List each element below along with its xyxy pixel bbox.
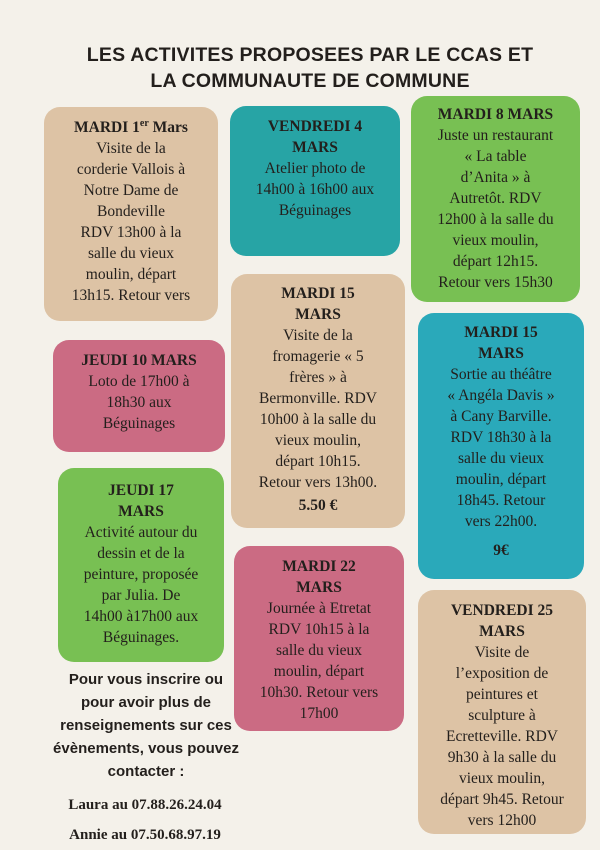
card-heading: VENDREDI 4 MARS — [267, 118, 363, 156]
card-heading: MARDI 22 MARS — [282, 558, 356, 596]
price-label: 5.50 € — [298, 497, 338, 514]
card-heading: MARDI 1er Mars — [74, 117, 188, 136]
card-text: Loto de 17h00 à 18h30 aux Béguinages — [88, 373, 190, 432]
price-label: 9€ — [493, 542, 509, 559]
card-mardi-8-mars — [411, 96, 580, 302]
card-mardi-15-mars-theatre — [418, 313, 584, 579]
card-vendredi-25-mars — [418, 590, 586, 834]
card-jeudi-10-mars — [53, 340, 225, 452]
contact-laura: Laura au 07.88.26.24.04 — [68, 797, 222, 813]
contact-annie: Annie au 07.50.68.97.19 — [69, 827, 221, 843]
card-mardi-15-mars-fromagerie — [231, 274, 405, 528]
card-text: Juste un restaurant « La table d’Anita » à Autretôt. RDV 12h00 à la salle du vieux moulin, départ 12h15. Retour vers 15h30 — [437, 127, 554, 291]
title-line-1: LES ACTIVITES PROPOSEES PAR LE CCAS ET — [86, 44, 534, 66]
card-text: Sortie au théâtre « Angéla Davis » à Cany Barville. RDV 18h30 à la salle du vieux moulin, départ 18h45. Retour vers 22h00. — [447, 366, 555, 530]
card-vendredi-4-mars — [230, 106, 400, 256]
card-mardi-1-mars — [44, 107, 218, 321]
page-title — [40, 42, 580, 94]
card-jeudi-17-mars — [58, 468, 224, 662]
card-text: Visite de la fromagerie « 5 frères » à Bermonville. RDV 10h00 à la salle du vieux moulin, départ 10h15. Retour vers 13h00. — [258, 327, 378, 491]
card-mardi-22-mars — [234, 546, 404, 731]
card-heading: MARDI 15 MARS — [281, 285, 355, 323]
card-text: Visite de la corderie Vallois à Notre Dame de Bondeville RDV 13h00 à la salle du vieux moulin, départ 13h15. Retour vers — [71, 140, 191, 304]
card-heading: MARDI 15 MARS — [464, 324, 538, 362]
card-text: Activité autour du dessin et de la peinture, proposée par Julia. De 14h00 à17h00 aux Béguinages. — [83, 524, 199, 646]
card-text: Atelier photo de 14h00 à 16h00 aux Béguinages — [255, 160, 375, 219]
card-heading: VENDREDI 25 MARS — [450, 602, 554, 640]
card-text: Journée à Etretat RDV 10h15 à la salle du vieux moulin, départ 10h30. Retour vers 17h00 — [259, 600, 379, 722]
title-line-2: LA COMMUNAUTE DE COMMUNE — [150, 70, 470, 92]
card-heading: JEUDI 10 MARS — [81, 352, 197, 369]
card-heading: MARDI 8 MARS — [437, 106, 554, 123]
card-heading: JEUDI 17 MARS — [108, 482, 174, 520]
contact-info: Pour vous inscrire ou pour avoir plus de renseignements sur ces évènements, vous pouvez contacter : — [53, 671, 239, 780]
contact-phones — [30, 790, 260, 850]
card-text: Visite de l’exposition de peintures et sculpture à Ecretteville. RDV 9h30 à la salle du vieux moulin, départ 9h45. Retour vers 12h00 — [440, 644, 564, 829]
